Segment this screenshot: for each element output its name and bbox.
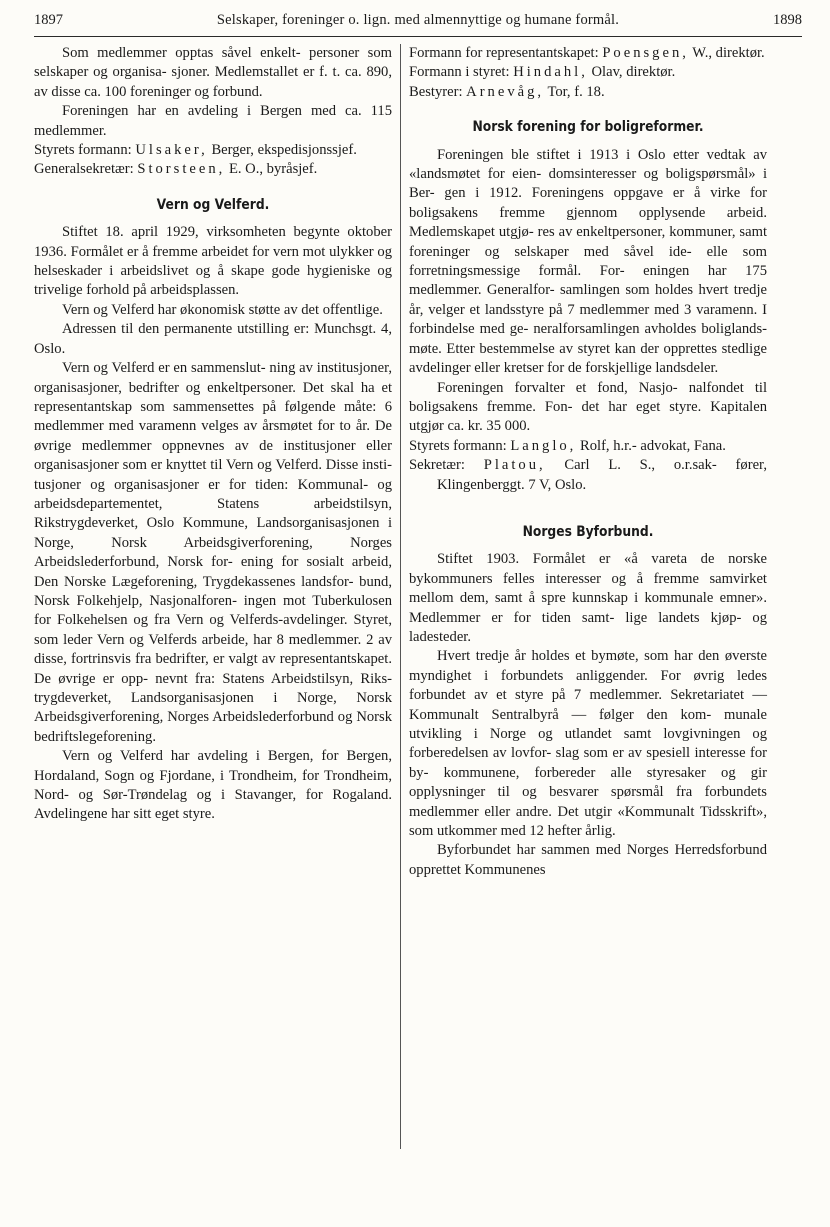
representative-chair-name: Poensgen, xyxy=(602,45,689,61)
chairman-rest: Berger, ekspedisjonssjef. xyxy=(207,142,357,159)
membership-paragraph: Som medlemmer opptas såvel enkelt- personer som selskaper og organisa- sjoner. Medlemstallet er f. t. ca. 890, av disse ca. 100 foreninger og forbund. xyxy=(34,45,392,100)
section-heading-boligreformer: Norsk forening for boligreformer. xyxy=(472,119,704,136)
vern-organization-paragraph: Vern og Velferd er en sammenslut- ning av institusjoner, organisasjoner, bedrifter og enkeltpersoner. Det skal ha et representantskap som sammensettes på følgende måte: 6 medlemmer med varamenn velges av årsmøtet for to år. De øvrige medlemmer oppnevnes av de institusjoner eller organisasjoner som er knyttet til Vern og Velferd. Disse insti- tusjoner og organisasjoner er for tiden: Kommunal- og arbeidsdepartementet, Statens arbeidstilsyn, Rikstrygdeverket, Oslo Kommune, Landsorganisasjonen i Norge, Norsk Arbeidsgiverforening, Norges Arbeidslederforbund, Norsk for- ening for sosialt arbeid, Den Norske Lægeforening, Trygdekassenes landsfor- bund, Norsk Folkehjelp, Nasjonalforen- ingen mot Tuberkulosen for Folkehelsen og fra Vern og Velferds-avdelinger. Styret, som leder Vern og Velferds arbeide, har 8 medlemmer. 2 av disse, fortrinsvis fra bedrifter, er valgt av representantskapet. De øvrige er opp- nevnt fra: Statens Arbeidstilsyn, Riks- trygdeverket, Landsorganisasjonen i Norge, Norsk Arbeidsgiverforening, Norges Arbeidslederforbund og Norsk bedriftslegeforening. xyxy=(34,360,392,745)
secretary-general-entry xyxy=(34,160,392,179)
representative-chair-entry xyxy=(409,44,767,63)
page-header xyxy=(34,6,802,34)
manager-entry xyxy=(409,83,767,102)
chairman-entry xyxy=(34,141,392,160)
chairman-name: Ulsaker, xyxy=(135,142,208,159)
left-column xyxy=(34,44,392,825)
column-divider xyxy=(400,44,401,1149)
vern-founded-paragraph: Stiftet 18. april 1929, virksomheten begynte oktober 1936. Formålet er å fremme arbeidet for vern mot ulykker og helseskader i arbeidslivet og å skape gode hygieniske og trivelige forhold på arbeidsplassen. xyxy=(34,224,392,299)
boligreform-secretary-name: Platou, xyxy=(483,457,546,474)
page-number-right: 1898 xyxy=(773,11,802,28)
boligreform-secretary-label: Sekretær: xyxy=(409,457,484,474)
board-chair-label: Formann i styret: xyxy=(409,64,514,81)
manager-rest: Tor, f. 18. xyxy=(544,83,605,100)
vern-branches-paragraph: Vern og Velferd har avdeling i Bergen, for Bergen, Hordaland, Sogn og Fjordane, i Trondheim, for Trondheim, Nord- og Sør-Trøndelag og i Stavanger, for Rogaland. Avdelingene har sitt eget styre. xyxy=(34,748,392,823)
chairman-label: Styrets formann: xyxy=(34,142,136,159)
representative-chair-rest: W., direktør. xyxy=(688,45,765,61)
board-chair-rest: Olav, direktør. xyxy=(587,64,676,81)
boligreform-founded-paragraph: Foreningen ble stiftet i 1913 i Oslo etter vedtak av «landsmøtet for eien- domsinteresser og boligspørsmål» i Ber- gen i 1912. Foreningens oppgave er å virke for boligsakens fremme gjennom opplysende arbeid. Medlemskapet utgjø- res av enkeltpersoner, kommuner, samt foreninger og selskaper med såvel ide- elle som forretningsmessige formål. For- eningen har 175 medlemmer. Generalfor- samlingen som holdes hvert tredje år, velger et landsstyre på 7 medlemmer med 3 varamenn. I forbindelse med ge- neralforsamlingen avholdes boliglands- møte. Etter bestemmelse av styret kan der opprettes stedlige avdelinger eller kretser for de forskjellige landsdeler. xyxy=(409,146,767,377)
running-title: Selskaper, foreninger o. lign. med almennyttige og humane formål. xyxy=(216,11,620,28)
boligreform-fund-paragraph: Foreningen forvalter et fond, Nasjo- nalfondet til boligsakens fremme. Fon- det har eget styre. Kapitalen utgjør ca. kr. 35 000. xyxy=(409,379,767,435)
boligreform-chair-rest: Rolf, h.r.- advokat, Fana. xyxy=(576,437,726,454)
board-chair-name: Hindahl, xyxy=(513,64,588,81)
secretary-general-rest: E. O., byråsjef. xyxy=(225,161,318,178)
secretary-general-label: Generalsekretær: xyxy=(34,161,138,178)
boligreform-chair-name: Langlo, xyxy=(510,437,577,454)
boligreform-secretary-rest: Carl L. S., o.r.sak- fører, Klingenberggt. 7 V, Oslo. xyxy=(437,457,767,493)
section-heading-byforbund: Norges Byforbund. xyxy=(522,523,654,540)
representative-chair-label: Formann for representantskapet: xyxy=(409,45,603,61)
boligreform-chair-entry xyxy=(409,437,767,456)
manager-label: Bestyrer: xyxy=(409,83,467,100)
vern-address-paragraph: Adressen til den permanente utstilling er: Munchsgt. 4, Oslo. xyxy=(34,321,392,357)
byforbund-founded-paragraph: Stiftet 1903. Formålet er «å vareta de norske bykommuners felles interesser og å fremme samvirket mellom dem, samt å spre kunnskap i kommunale emner». Medlemmer er for tiden samt- lige landets kjøp- og ladesteder. xyxy=(409,551,767,645)
vern-support-paragraph: Vern og Velferd har økonomisk støtte av det offentlige. xyxy=(62,301,383,318)
bergen-branch-paragraph: Foreningen har en avdeling i Bergen med ca. 115 medlemmer. xyxy=(34,103,392,139)
boligreform-chair-label: Styrets formann: xyxy=(409,437,511,454)
header-rule xyxy=(34,36,802,37)
page-number-left: 1897 xyxy=(34,11,63,28)
byforbund-cooperation-paragraph: Byforbundet har sammen med Norges Herredsforbund opprettet Kommunenes xyxy=(409,842,767,878)
manager-name: Arnevåg, xyxy=(466,83,545,100)
secretary-general-name: Storsteen, xyxy=(137,161,226,178)
boligreform-secretary-entry xyxy=(409,456,767,495)
byforbund-meeting-paragraph: Hvert tredje år holdes et bymøte, som har den øverste myndighet i forbundets anliggender. For øvrig ledes forbundet av et styre på 7 medlemmer. Sekretariatet — Kommunalt Sentralbyrå — følger den kom- munale utvikling i Norge og utlandet samt lovgivningen og forberedelsen av lovfor- slag som er av spesiell interesse for by- kommunene, forbereder alle styresaker og gir opplysninger til og besvarer spørsmål fra forbundets medlemmer eller andre. Det utgir «Kommunalt Tidsskrift», som utkommer med 12 hefter årlig. xyxy=(409,648,767,840)
board-chair-entry xyxy=(409,63,767,82)
section-heading-vern-og-velferd: Vern og Velferd. xyxy=(156,196,270,213)
right-column xyxy=(409,44,767,880)
